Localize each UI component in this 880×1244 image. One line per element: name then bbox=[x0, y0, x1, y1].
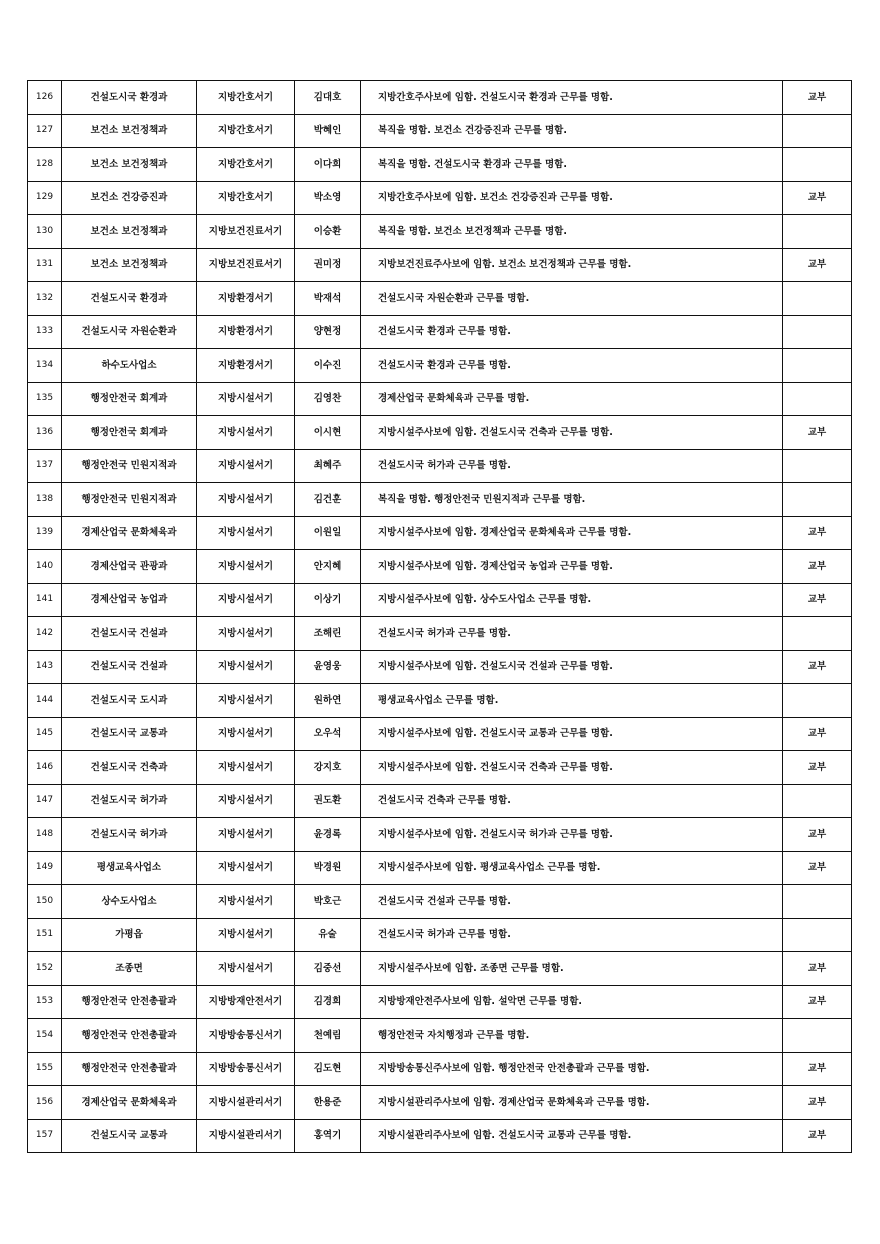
row-number: 152 bbox=[28, 952, 62, 986]
rank-cell: 지방시설서기 bbox=[197, 583, 295, 617]
table-row bbox=[28, 751, 852, 785]
remark-cell bbox=[783, 449, 852, 483]
order-detail-cell: 건설도시국 건축과 근무를 명함. bbox=[361, 784, 783, 818]
person-name-cell: 안지혜 bbox=[295, 550, 361, 584]
person-name-cell: 양현정 bbox=[295, 315, 361, 349]
department-cell: 건설도시국 건설과 bbox=[62, 617, 197, 651]
remark-cell: 교부 bbox=[783, 516, 852, 550]
table-row bbox=[28, 650, 852, 684]
personnel-order-table bbox=[27, 80, 852, 1153]
person-name-cell: 박소영 bbox=[295, 181, 361, 215]
row-number: 139 bbox=[28, 516, 62, 550]
rank-cell: 지방간호서기 bbox=[197, 114, 295, 148]
table-row bbox=[28, 550, 852, 584]
rank-cell: 지방환경서기 bbox=[197, 315, 295, 349]
row-number: 150 bbox=[28, 885, 62, 919]
order-detail-cell: 지방방송통신주사보에 임함. 행정안전국 안전총괄과 근무를 명함. bbox=[361, 1052, 783, 1086]
row-number: 149 bbox=[28, 851, 62, 885]
order-detail-cell: 건설도시국 허가과 근무를 명함. bbox=[361, 449, 783, 483]
row-number: 151 bbox=[28, 918, 62, 952]
row-number: 136 bbox=[28, 416, 62, 450]
person-name-cell: 윤영웅 bbox=[295, 650, 361, 684]
department-cell: 보건소 보건정책과 bbox=[62, 114, 197, 148]
person-name-cell: 이수진 bbox=[295, 349, 361, 383]
table-row bbox=[28, 952, 852, 986]
table-row bbox=[28, 248, 852, 282]
remark-cell: 교부 bbox=[783, 818, 852, 852]
remark-cell: 교부 bbox=[783, 1052, 852, 1086]
row-number: 154 bbox=[28, 1019, 62, 1053]
rank-cell: 지방시설서기 bbox=[197, 684, 295, 718]
person-name-cell: 유술 bbox=[295, 918, 361, 952]
row-number: 131 bbox=[28, 248, 62, 282]
remark-cell: 교부 bbox=[783, 550, 852, 584]
row-number: 126 bbox=[28, 81, 62, 115]
order-detail-cell: 지방보건진료주사보에 임함. 보건소 보건정책과 근무를 명함. bbox=[361, 248, 783, 282]
rank-cell: 지방간호서기 bbox=[197, 81, 295, 115]
order-detail-cell: 지방시설관리주사보에 임함. 건설도시국 교통과 근무를 명함. bbox=[361, 1119, 783, 1153]
remark-cell: 교부 bbox=[783, 751, 852, 785]
remark-cell bbox=[783, 684, 852, 718]
department-cell: 보건소 건강증진과 bbox=[62, 181, 197, 215]
department-cell: 건설도시국 자원순환과 bbox=[62, 315, 197, 349]
row-number: 142 bbox=[28, 617, 62, 651]
person-name-cell: 홍역기 bbox=[295, 1119, 361, 1153]
remark-cell bbox=[783, 617, 852, 651]
rank-cell: 지방간호서기 bbox=[197, 148, 295, 182]
order-detail-cell: 지방시설주사보에 임함. 경제산업국 문화체육과 근무를 명함. bbox=[361, 516, 783, 550]
department-cell: 행정안전국 민원지적과 bbox=[62, 449, 197, 483]
row-number: 155 bbox=[28, 1052, 62, 1086]
department-cell: 행정안전국 안전총괄과 bbox=[62, 985, 197, 1019]
rank-cell: 지방시설서기 bbox=[197, 918, 295, 952]
order-detail-cell: 지방간호주사보에 임함. 건설도시국 환경과 근무를 명함. bbox=[361, 81, 783, 115]
row-number: 129 bbox=[28, 181, 62, 215]
person-name-cell: 한용준 bbox=[295, 1086, 361, 1120]
remark-cell bbox=[783, 784, 852, 818]
person-name-cell: 박경원 bbox=[295, 851, 361, 885]
order-detail-cell: 지방시설관리주사보에 임함. 경제산업국 문화체육과 근무를 명함. bbox=[361, 1086, 783, 1120]
table-row bbox=[28, 215, 852, 249]
row-number: 141 bbox=[28, 583, 62, 617]
person-name-cell: 강지호 bbox=[295, 751, 361, 785]
rank-cell: 지방방송통신서기 bbox=[197, 1019, 295, 1053]
table-row bbox=[28, 181, 852, 215]
table-row bbox=[28, 583, 852, 617]
person-name-cell: 권도환 bbox=[295, 784, 361, 818]
rank-cell: 지방시설서기 bbox=[197, 650, 295, 684]
table-row bbox=[28, 717, 852, 751]
row-number: 156 bbox=[28, 1086, 62, 1120]
person-name-cell: 최혜주 bbox=[295, 449, 361, 483]
table-row bbox=[28, 516, 852, 550]
department-cell: 건설도시국 허가과 bbox=[62, 784, 197, 818]
department-cell: 경제산업국 문화체육과 bbox=[62, 1086, 197, 1120]
department-cell: 하수도사업소 bbox=[62, 349, 197, 383]
table-row bbox=[28, 315, 852, 349]
table-row bbox=[28, 784, 852, 818]
remark-cell bbox=[783, 1019, 852, 1053]
row-number: 132 bbox=[28, 282, 62, 316]
rank-cell: 지방보건진료서기 bbox=[197, 248, 295, 282]
table-row bbox=[28, 282, 852, 316]
row-number: 128 bbox=[28, 148, 62, 182]
department-cell: 보건소 보건정책과 bbox=[62, 148, 197, 182]
remark-cell: 교부 bbox=[783, 81, 852, 115]
remark-cell: 교부 bbox=[783, 248, 852, 282]
order-detail-cell: 건설도시국 환경과 근무를 명함. bbox=[361, 349, 783, 383]
person-name-cell: 천예림 bbox=[295, 1019, 361, 1053]
order-detail-cell: 건설도시국 허가과 근무를 명함. bbox=[361, 617, 783, 651]
department-cell: 가평읍 bbox=[62, 918, 197, 952]
table-row bbox=[28, 851, 852, 885]
rank-cell: 지방시설서기 bbox=[197, 751, 295, 785]
row-number: 134 bbox=[28, 349, 62, 383]
department-cell: 평생교육사업소 bbox=[62, 851, 197, 885]
remark-cell: 교부 bbox=[783, 583, 852, 617]
person-name-cell: 이승환 bbox=[295, 215, 361, 249]
row-number: 147 bbox=[28, 784, 62, 818]
row-number: 130 bbox=[28, 215, 62, 249]
order-detail-cell: 건설도시국 건설과 근무를 명함. bbox=[361, 885, 783, 919]
rank-cell: 지방시설서기 bbox=[197, 818, 295, 852]
person-name-cell: 김중선 bbox=[295, 952, 361, 986]
person-name-cell: 이시현 bbox=[295, 416, 361, 450]
remark-cell: 교부 bbox=[783, 1086, 852, 1120]
remark-cell: 교부 bbox=[783, 650, 852, 684]
order-detail-cell: 지방시설주사보에 임함. 평생교육사업소 근무를 명함. bbox=[361, 851, 783, 885]
department-cell: 행정안전국 안전총괄과 bbox=[62, 1052, 197, 1086]
row-number: 140 bbox=[28, 550, 62, 584]
table-row bbox=[28, 382, 852, 416]
person-name-cell: 김도현 bbox=[295, 1052, 361, 1086]
remark-cell bbox=[783, 918, 852, 952]
table-row bbox=[28, 617, 852, 651]
table-row bbox=[28, 81, 852, 115]
row-number: 153 bbox=[28, 985, 62, 1019]
remark-cell: 교부 bbox=[783, 717, 852, 751]
rank-cell: 지방시설관리서기 bbox=[197, 1119, 295, 1153]
order-detail-cell: 지방시설주사보에 임함. 조종면 근무를 명함. bbox=[361, 952, 783, 986]
department-cell: 보건소 보건정책과 bbox=[62, 215, 197, 249]
table-row bbox=[28, 818, 852, 852]
order-detail-cell: 건설도시국 자원순환과 근무를 명함. bbox=[361, 282, 783, 316]
row-number: 146 bbox=[28, 751, 62, 785]
row-number: 157 bbox=[28, 1119, 62, 1153]
rank-cell: 지방환경서기 bbox=[197, 349, 295, 383]
department-cell: 건설도시국 도시과 bbox=[62, 684, 197, 718]
department-cell: 건설도시국 교통과 bbox=[62, 717, 197, 751]
rank-cell: 지방시설서기 bbox=[197, 483, 295, 517]
person-name-cell: 김영찬 bbox=[295, 382, 361, 416]
rank-cell: 지방시설서기 bbox=[197, 784, 295, 818]
order-detail-cell: 복직을 명함. 건설도시국 환경과 근무를 명함. bbox=[361, 148, 783, 182]
person-name-cell: 김경희 bbox=[295, 985, 361, 1019]
department-cell: 경제산업국 문화체육과 bbox=[62, 516, 197, 550]
order-detail-cell: 건설도시국 허가과 근무를 명함. bbox=[361, 918, 783, 952]
remark-cell: 교부 bbox=[783, 1119, 852, 1153]
table-row bbox=[28, 349, 852, 383]
rank-cell: 지방시설서기 bbox=[197, 416, 295, 450]
department-cell: 건설도시국 교통과 bbox=[62, 1119, 197, 1153]
table-row bbox=[28, 1086, 852, 1120]
rank-cell: 지방시설서기 bbox=[197, 617, 295, 651]
remark-cell bbox=[783, 349, 852, 383]
remark-cell bbox=[783, 114, 852, 148]
rank-cell: 지방시설서기 bbox=[197, 885, 295, 919]
order-detail-cell: 복직을 명함. 보건소 보건정책과 근무를 명함. bbox=[361, 215, 783, 249]
table-row bbox=[28, 483, 852, 517]
table-row bbox=[28, 1052, 852, 1086]
rank-cell: 지방방송통신서기 bbox=[197, 1052, 295, 1086]
table-row bbox=[28, 684, 852, 718]
department-cell: 행정안전국 민원지적과 bbox=[62, 483, 197, 517]
department-cell: 보건소 보건정책과 bbox=[62, 248, 197, 282]
row-number: 135 bbox=[28, 382, 62, 416]
order-detail-cell: 지방간호주사보에 임함. 보건소 건강증진과 근무를 명함. bbox=[361, 181, 783, 215]
person-name-cell: 권미정 bbox=[295, 248, 361, 282]
remark-cell: 교부 bbox=[783, 851, 852, 885]
person-name-cell: 박재석 bbox=[295, 282, 361, 316]
department-cell: 조종면 bbox=[62, 952, 197, 986]
table-row bbox=[28, 114, 852, 148]
rank-cell: 지방시설관리서기 bbox=[197, 1086, 295, 1120]
order-detail-cell: 복직을 명함. 보건소 건강증진과 근무를 명함. bbox=[361, 114, 783, 148]
remark-cell bbox=[783, 282, 852, 316]
remark-cell: 교부 bbox=[783, 416, 852, 450]
remark-cell bbox=[783, 885, 852, 919]
order-detail-cell: 복직을 명함. 행정안전국 민원지적과 근무를 명함. bbox=[361, 483, 783, 517]
rank-cell: 지방시설서기 bbox=[197, 952, 295, 986]
rank-cell: 지방시설서기 bbox=[197, 516, 295, 550]
rank-cell: 지방환경서기 bbox=[197, 282, 295, 316]
department-cell: 경제산업국 농업과 bbox=[62, 583, 197, 617]
department-cell: 건설도시국 환경과 bbox=[62, 81, 197, 115]
table-row bbox=[28, 148, 852, 182]
table-row bbox=[28, 985, 852, 1019]
person-name-cell: 김대호 bbox=[295, 81, 361, 115]
rank-cell: 지방방재안전서기 bbox=[197, 985, 295, 1019]
order-detail-cell: 경제산업국 문화체육과 근무를 명함. bbox=[361, 382, 783, 416]
order-detail-cell: 지방시설주사보에 임함. 건설도시국 건축과 근무를 명함. bbox=[361, 416, 783, 450]
row-number: 148 bbox=[28, 818, 62, 852]
order-detail-cell: 지방시설주사보에 임함. 건설도시국 건축과 근무를 명함. bbox=[361, 751, 783, 785]
department-cell: 행정안전국 회계과 bbox=[62, 382, 197, 416]
table-row bbox=[28, 918, 852, 952]
row-number: 144 bbox=[28, 684, 62, 718]
remark-cell bbox=[783, 483, 852, 517]
rank-cell: 지방간호서기 bbox=[197, 181, 295, 215]
department-cell: 건설도시국 환경과 bbox=[62, 282, 197, 316]
rank-cell: 지방시설서기 bbox=[197, 449, 295, 483]
department-cell: 행정안전국 안전총괄과 bbox=[62, 1019, 197, 1053]
remark-cell bbox=[783, 148, 852, 182]
table-row bbox=[28, 1119, 852, 1153]
row-number: 145 bbox=[28, 717, 62, 751]
remark-cell bbox=[783, 382, 852, 416]
person-name-cell: 윤경록 bbox=[295, 818, 361, 852]
department-cell: 행정안전국 회계과 bbox=[62, 416, 197, 450]
person-name-cell: 오우석 bbox=[295, 717, 361, 751]
person-name-cell: 박혜인 bbox=[295, 114, 361, 148]
order-detail-cell: 지방방재안전주사보에 임함. 설악면 근무를 명함. bbox=[361, 985, 783, 1019]
remark-cell bbox=[783, 215, 852, 249]
department-cell: 건설도시국 건축과 bbox=[62, 751, 197, 785]
remark-cell: 교부 bbox=[783, 181, 852, 215]
department-cell: 상수도사업소 bbox=[62, 885, 197, 919]
department-cell: 경제산업국 관광과 bbox=[62, 550, 197, 584]
table-body bbox=[28, 81, 852, 1153]
order-detail-cell: 지방시설주사보에 임함. 상수도사업소 근무를 명함. bbox=[361, 583, 783, 617]
table-row bbox=[28, 416, 852, 450]
order-detail-cell: 지방시설주사보에 임함. 건설도시국 건설과 근무를 명함. bbox=[361, 650, 783, 684]
person-name-cell: 원하연 bbox=[295, 684, 361, 718]
rank-cell: 지방시설서기 bbox=[197, 851, 295, 885]
table-row bbox=[28, 449, 852, 483]
person-name-cell: 조해린 bbox=[295, 617, 361, 651]
order-detail-cell: 지방시설주사보에 임함. 건설도시국 허가과 근무를 명함. bbox=[361, 818, 783, 852]
row-number: 138 bbox=[28, 483, 62, 517]
rank-cell: 지방시설서기 bbox=[197, 382, 295, 416]
person-name-cell: 김건훈 bbox=[295, 483, 361, 517]
department-cell: 건설도시국 건설과 bbox=[62, 650, 197, 684]
order-detail-cell: 지방시설주사보에 임함. 건설도시국 교통과 근무를 명함. bbox=[361, 717, 783, 751]
person-name-cell: 박호근 bbox=[295, 885, 361, 919]
rank-cell: 지방보건진료서기 bbox=[197, 215, 295, 249]
order-detail-cell: 평생교육사업소 근무를 명함. bbox=[361, 684, 783, 718]
rank-cell: 지방시설서기 bbox=[197, 717, 295, 751]
row-number: 143 bbox=[28, 650, 62, 684]
remark-cell: 교부 bbox=[783, 985, 852, 1019]
row-number: 133 bbox=[28, 315, 62, 349]
person-name-cell: 이원일 bbox=[295, 516, 361, 550]
rank-cell: 지방시설서기 bbox=[197, 550, 295, 584]
person-name-cell: 이다희 bbox=[295, 148, 361, 182]
order-detail-cell: 건설도시국 환경과 근무를 명함. bbox=[361, 315, 783, 349]
remark-cell: 교부 bbox=[783, 952, 852, 986]
row-number: 137 bbox=[28, 449, 62, 483]
person-name-cell: 이상기 bbox=[295, 583, 361, 617]
order-detail-cell: 행정안전국 자치행정과 근무를 명함. bbox=[361, 1019, 783, 1053]
order-detail-cell: 지방시설주사보에 임함. 경제산업국 농업과 근무를 명함. bbox=[361, 550, 783, 584]
row-number: 127 bbox=[28, 114, 62, 148]
remark-cell bbox=[783, 315, 852, 349]
table-row bbox=[28, 1019, 852, 1053]
department-cell: 건설도시국 허가과 bbox=[62, 818, 197, 852]
table-row bbox=[28, 885, 852, 919]
